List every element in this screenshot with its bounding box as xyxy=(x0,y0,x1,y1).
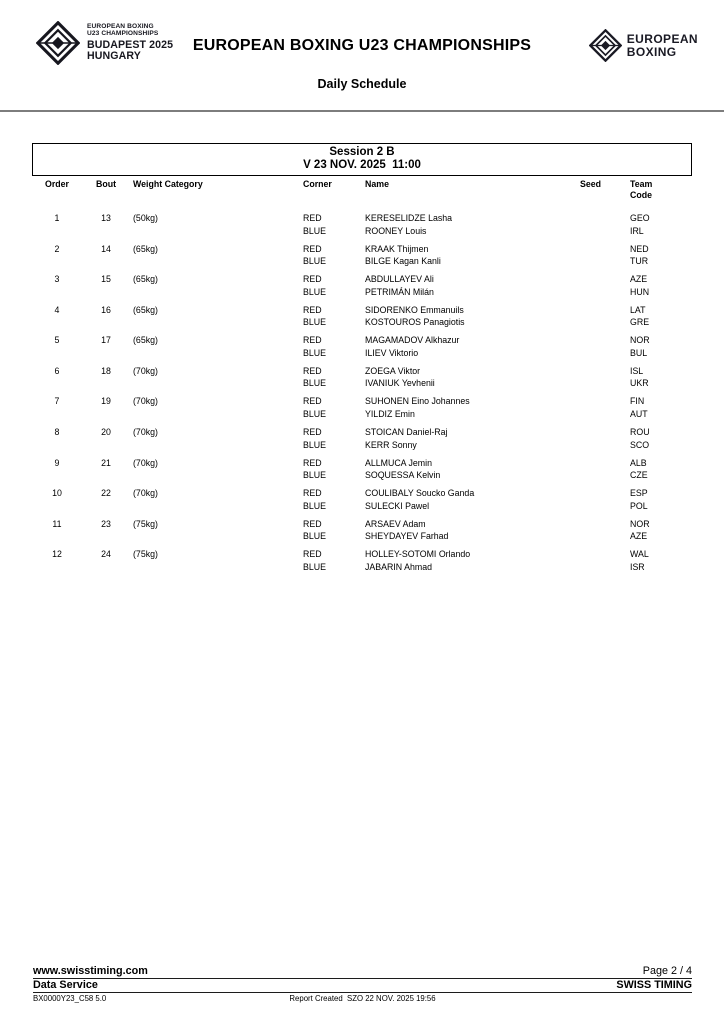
event-logo xyxy=(36,20,173,65)
weight-category-cell: (65kg) xyxy=(133,304,158,315)
corner-cell xyxy=(300,395,362,420)
table-row xyxy=(32,304,692,329)
header-name: Name xyxy=(365,179,389,189)
blue-team-code: HUN xyxy=(630,286,650,297)
seed-cell xyxy=(577,395,627,420)
seed-cell xyxy=(577,334,627,359)
boxer-names-cell xyxy=(362,518,577,543)
weight-category-cell: (70kg) xyxy=(133,396,158,407)
boxer-names-cell xyxy=(362,365,577,390)
red-team-code: AZE xyxy=(630,274,648,285)
seed-cell xyxy=(577,243,627,268)
red-seed xyxy=(580,426,627,439)
weight-category-cell: (75kg) xyxy=(133,549,158,560)
boxer-names-cell xyxy=(362,548,577,573)
red-team-code: ISL xyxy=(630,365,644,376)
boxer-names-cell xyxy=(362,334,577,359)
bout-number-cell: 17 xyxy=(101,335,111,346)
event-diamond-icon xyxy=(36,21,80,65)
team-code-cell xyxy=(627,457,692,482)
red-corner-label: RED xyxy=(303,365,322,376)
blue-boxer-name: SULECKI Pawel xyxy=(365,500,430,511)
bout-number-cell: 22 xyxy=(101,488,111,499)
red-boxer-name: ZOEGA Viktor xyxy=(365,365,421,376)
bout-number-cell: 16 xyxy=(101,304,111,315)
blue-team-code: AUT xyxy=(630,409,648,420)
team-code-cell xyxy=(627,273,692,298)
table-row xyxy=(32,518,692,543)
red-seed xyxy=(580,212,627,225)
blue-seed xyxy=(580,225,627,238)
seed-cell xyxy=(577,487,627,512)
header-weight-category: Weight Category xyxy=(133,179,203,189)
red-team-code: ESP xyxy=(630,488,648,499)
footer-row-service xyxy=(33,979,692,993)
blue-seed xyxy=(580,469,627,482)
blue-corner-label: BLUE xyxy=(303,317,326,328)
blue-corner-label: BLUE xyxy=(303,378,326,389)
event-logo-line4: HUNGARY xyxy=(87,49,141,62)
blue-team-code: POL xyxy=(630,500,648,511)
corner-cell xyxy=(300,487,362,512)
weight-category-cell: (70kg) xyxy=(133,427,158,438)
blue-corner-label: BLUE xyxy=(303,225,326,236)
boxer-names-cell xyxy=(362,273,577,298)
blue-team-code: ISR xyxy=(630,561,645,572)
boxer-names-cell xyxy=(362,304,577,329)
red-corner-label: RED xyxy=(303,427,322,438)
weight-category-cell: (75kg) xyxy=(133,518,158,529)
red-boxer-name: SIDORENKO Emmanuils xyxy=(365,304,464,315)
team-code-cell xyxy=(627,487,692,512)
red-seed xyxy=(580,518,627,531)
weight-category-cell: (70kg) xyxy=(133,457,158,468)
order-cell: 2 xyxy=(54,243,60,254)
red-seed xyxy=(580,457,627,470)
boxer-names-cell xyxy=(362,212,577,237)
header-corner: Corner xyxy=(303,179,332,189)
seed-cell xyxy=(577,518,627,543)
blue-team-code: TUR xyxy=(630,256,649,267)
order-cell: 7 xyxy=(54,396,60,407)
order-cell: 12 xyxy=(52,549,62,560)
red-seed xyxy=(580,395,627,408)
order-cell: 1 xyxy=(54,213,60,223)
bout-number-cell: 23 xyxy=(101,518,111,529)
red-boxer-name: COULIBALY Soucko Ganda xyxy=(365,488,475,499)
team-code-cell xyxy=(627,304,692,329)
bout-number-cell: 14 xyxy=(101,243,111,254)
red-boxer-name: SUHONEN Eino Johannes xyxy=(365,396,470,407)
table-row xyxy=(32,426,692,451)
session-datetime: V 23 NOV. 2025 11:00 xyxy=(303,159,421,171)
header-bout: Bout xyxy=(95,179,117,189)
corner-cell xyxy=(300,304,362,329)
red-team-code: NED xyxy=(630,243,649,254)
blue-corner-label: BLUE xyxy=(303,256,326,267)
federation-logo xyxy=(589,29,698,62)
bout-number-cell: 19 xyxy=(101,396,111,407)
team-code-cell xyxy=(627,548,692,573)
table-row xyxy=(32,243,692,268)
order-cell: 10 xyxy=(52,488,62,499)
red-boxer-name: ARSAEV Adam xyxy=(365,518,426,529)
footer-row-website xyxy=(33,965,692,979)
red-seed xyxy=(580,487,627,500)
corner-cell xyxy=(300,426,362,451)
schedule-content xyxy=(32,143,692,574)
blue-seed xyxy=(580,347,627,360)
red-team-code: FIN xyxy=(630,396,645,407)
red-team-code: NOR xyxy=(630,335,650,346)
weight-category-cell: (70kg) xyxy=(133,488,158,499)
table-row xyxy=(32,487,692,512)
red-seed xyxy=(580,334,627,347)
federation-diamond-icon xyxy=(589,29,622,62)
boxer-names-cell xyxy=(362,243,577,268)
weight-category-cell: (65kg) xyxy=(133,243,158,254)
federation-logo-line2: BOXING xyxy=(626,44,677,59)
order-cell: 6 xyxy=(54,365,60,376)
red-corner-label: RED xyxy=(303,518,322,529)
event-logo-line3: BUDAPEST 2025 xyxy=(87,38,174,51)
page-title: EUROPEAN BOXING U23 CHAMPIONSHIPS xyxy=(192,37,532,54)
footer-brand: SWISS TIMING xyxy=(616,979,692,991)
order-cell: 3 xyxy=(54,274,60,285)
blue-boxer-name: PETRIMÁN Milán xyxy=(365,286,434,297)
blue-seed xyxy=(580,530,627,543)
red-corner-label: RED xyxy=(303,213,322,223)
blue-seed xyxy=(580,500,627,513)
blue-team-code: AZE xyxy=(630,531,648,542)
page-subtitle: Daily Schedule xyxy=(317,77,407,91)
corner-cell xyxy=(300,243,362,268)
table-row xyxy=(32,395,692,420)
red-seed xyxy=(580,365,627,378)
team-code-cell xyxy=(627,518,692,543)
blue-team-code: UKR xyxy=(630,378,649,389)
header-team-line1: Team xyxy=(630,179,653,189)
blue-team-code: SCO xyxy=(630,439,650,450)
weight-category-cell: (65kg) xyxy=(133,335,158,346)
bout-number-cell: 18 xyxy=(101,365,111,376)
header-team-code xyxy=(627,179,692,200)
table-row xyxy=(32,457,692,482)
red-corner-label: RED xyxy=(303,304,322,315)
blue-boxer-name: BILGE Kagan Kanli xyxy=(365,256,441,267)
blue-seed xyxy=(580,561,627,574)
boxer-names-cell xyxy=(362,487,577,512)
bout-number-cell: 20 xyxy=(101,427,111,438)
red-corner-label: RED xyxy=(303,549,322,560)
header-divider xyxy=(0,110,724,112)
red-team-code: NOR xyxy=(630,518,650,529)
blue-boxer-name: SHEYDAYEV Farhad xyxy=(365,531,449,542)
blue-team-code: GRE xyxy=(630,317,650,328)
footer-data-service: Data Service xyxy=(33,979,98,991)
red-seed xyxy=(580,273,627,286)
event-logo-line1: EUROPEAN BOXING xyxy=(87,23,154,30)
corner-cell xyxy=(300,334,362,359)
blue-boxer-name: SOQUESSA Kelvin xyxy=(365,470,441,481)
schedule-body xyxy=(32,212,692,574)
blue-seed xyxy=(580,408,627,421)
blue-corner-label: BLUE xyxy=(303,470,326,481)
footer-report-code: BX0000Y23_C58 5.0 xyxy=(33,994,107,1003)
blue-boxer-name: YILDIZ Emin xyxy=(365,409,415,420)
order-cell: 11 xyxy=(52,518,62,529)
order-cell: 4 xyxy=(54,304,60,315)
seed-cell xyxy=(577,457,627,482)
corner-cell xyxy=(300,548,362,573)
boxer-names-cell xyxy=(362,426,577,451)
blue-corner-label: BLUE xyxy=(303,500,326,511)
red-boxer-name: KRAAK Thijmen xyxy=(365,243,429,254)
blue-corner-label: BLUE xyxy=(303,286,326,297)
table-header-row xyxy=(32,179,692,200)
team-code-cell xyxy=(627,395,692,420)
federation-logo-line1: EUROPEAN xyxy=(626,32,698,46)
blue-seed xyxy=(580,255,627,268)
boxer-names-cell xyxy=(362,395,577,420)
red-corner-label: RED xyxy=(303,488,322,499)
red-boxer-name: STOICAN Daniel-Raj xyxy=(365,427,448,438)
seed-cell xyxy=(577,304,627,329)
red-seed xyxy=(580,304,627,317)
red-corner-label: RED xyxy=(303,243,322,254)
seed-cell xyxy=(577,426,627,451)
table-row xyxy=(32,365,692,390)
session-header-box xyxy=(32,143,692,176)
team-code-cell xyxy=(627,334,692,359)
blue-seed xyxy=(580,377,627,390)
blue-corner-label: BLUE xyxy=(303,347,326,358)
blue-boxer-name: JABARIN Ahmad xyxy=(365,561,432,572)
blue-team-code: CZE xyxy=(630,470,648,481)
red-corner-label: RED xyxy=(303,396,322,407)
seed-cell xyxy=(577,212,627,237)
team-code-cell xyxy=(627,243,692,268)
footer-website: www.swisstiming.com xyxy=(33,965,148,977)
order-cell: 8 xyxy=(54,427,60,438)
bout-number-cell: 24 xyxy=(101,549,111,560)
red-seed xyxy=(580,243,627,256)
corner-cell xyxy=(300,457,362,482)
footer-row-meta xyxy=(33,993,692,1004)
bout-number-cell: 15 xyxy=(101,274,111,285)
event-logo-text xyxy=(87,20,173,65)
corner-cell xyxy=(300,212,362,237)
order-cell: 5 xyxy=(54,335,60,346)
blue-boxer-name: ROONEY Louis xyxy=(365,225,427,236)
weight-category-cell: (50kg) xyxy=(133,213,158,223)
table-row xyxy=(32,212,692,237)
red-corner-label: RED xyxy=(303,335,322,346)
seed-cell xyxy=(577,548,627,573)
header-order: Order xyxy=(45,179,69,189)
header-seed: Seed xyxy=(580,179,602,189)
red-corner-label: RED xyxy=(303,274,322,285)
team-code-cell xyxy=(627,365,692,390)
blue-boxer-name: KERR Sonny xyxy=(365,439,417,450)
blue-seed xyxy=(580,316,627,329)
red-team-code: GEO xyxy=(630,213,650,223)
session-name: Session 2 B xyxy=(329,146,395,158)
federation-logo-text xyxy=(627,33,698,58)
corner-cell xyxy=(300,273,362,298)
blue-team-code: BUL xyxy=(630,347,648,358)
red-team-code: ROU xyxy=(630,427,650,438)
blue-boxer-name: IVANIUK Yevhenii xyxy=(365,378,435,389)
red-boxer-name: KERESELIDZE Lasha xyxy=(365,213,453,223)
red-corner-label: RED xyxy=(303,457,322,468)
blue-corner-label: BLUE xyxy=(303,531,326,542)
blue-team-code: IRL xyxy=(630,225,644,236)
table-row xyxy=(32,273,692,298)
weight-category-cell: (70kg) xyxy=(133,365,158,376)
weight-category-cell: (65kg) xyxy=(133,274,158,285)
seed-cell xyxy=(577,365,627,390)
footer-page-number: Page 2 / 4 xyxy=(642,965,692,977)
team-code-cell xyxy=(627,426,692,451)
seed-cell xyxy=(577,273,627,298)
blue-boxer-name: ILIEV Viktorio xyxy=(365,347,419,358)
red-team-code: ALB xyxy=(630,457,647,468)
blue-seed xyxy=(580,439,627,452)
blue-seed xyxy=(580,286,627,299)
event-logo-line2: U23 CHAMPIONSHIPS xyxy=(87,30,159,38)
table-row xyxy=(32,548,692,573)
page-header xyxy=(0,0,724,110)
footer-meta-spacer xyxy=(436,994,692,1004)
boxer-names-cell xyxy=(362,457,577,482)
bout-number-cell: 21 xyxy=(101,457,111,468)
order-cell: 9 xyxy=(54,457,60,468)
page-footer xyxy=(33,965,692,1004)
red-boxer-name: ABDULLAYEV Ali xyxy=(365,274,434,285)
blue-corner-label: BLUE xyxy=(303,439,326,450)
bout-number-cell: 13 xyxy=(101,213,111,223)
red-boxer-name: MAGAMADOV Alkhazur xyxy=(365,335,460,346)
header-team-line2: Code xyxy=(630,189,652,200)
corner-cell xyxy=(300,365,362,390)
blue-corner-label: BLUE xyxy=(303,561,326,572)
table-row xyxy=(32,334,692,359)
team-code-cell xyxy=(627,212,692,237)
footer-report-created: Report Created SZO 22 NOV. 2025 19:56 xyxy=(289,994,436,1003)
red-team-code: WAL xyxy=(630,549,649,560)
red-boxer-name: ALLMUCA Jemin xyxy=(365,457,432,468)
corner-cell xyxy=(300,518,362,543)
blue-corner-label: BLUE xyxy=(303,409,326,420)
red-boxer-name: HOLLEY-SOTOMI Orlando xyxy=(365,549,471,560)
red-team-code: LAT xyxy=(630,304,646,315)
red-seed xyxy=(580,548,627,561)
blue-boxer-name: KOSTOUROS Panagiotis xyxy=(365,317,465,328)
